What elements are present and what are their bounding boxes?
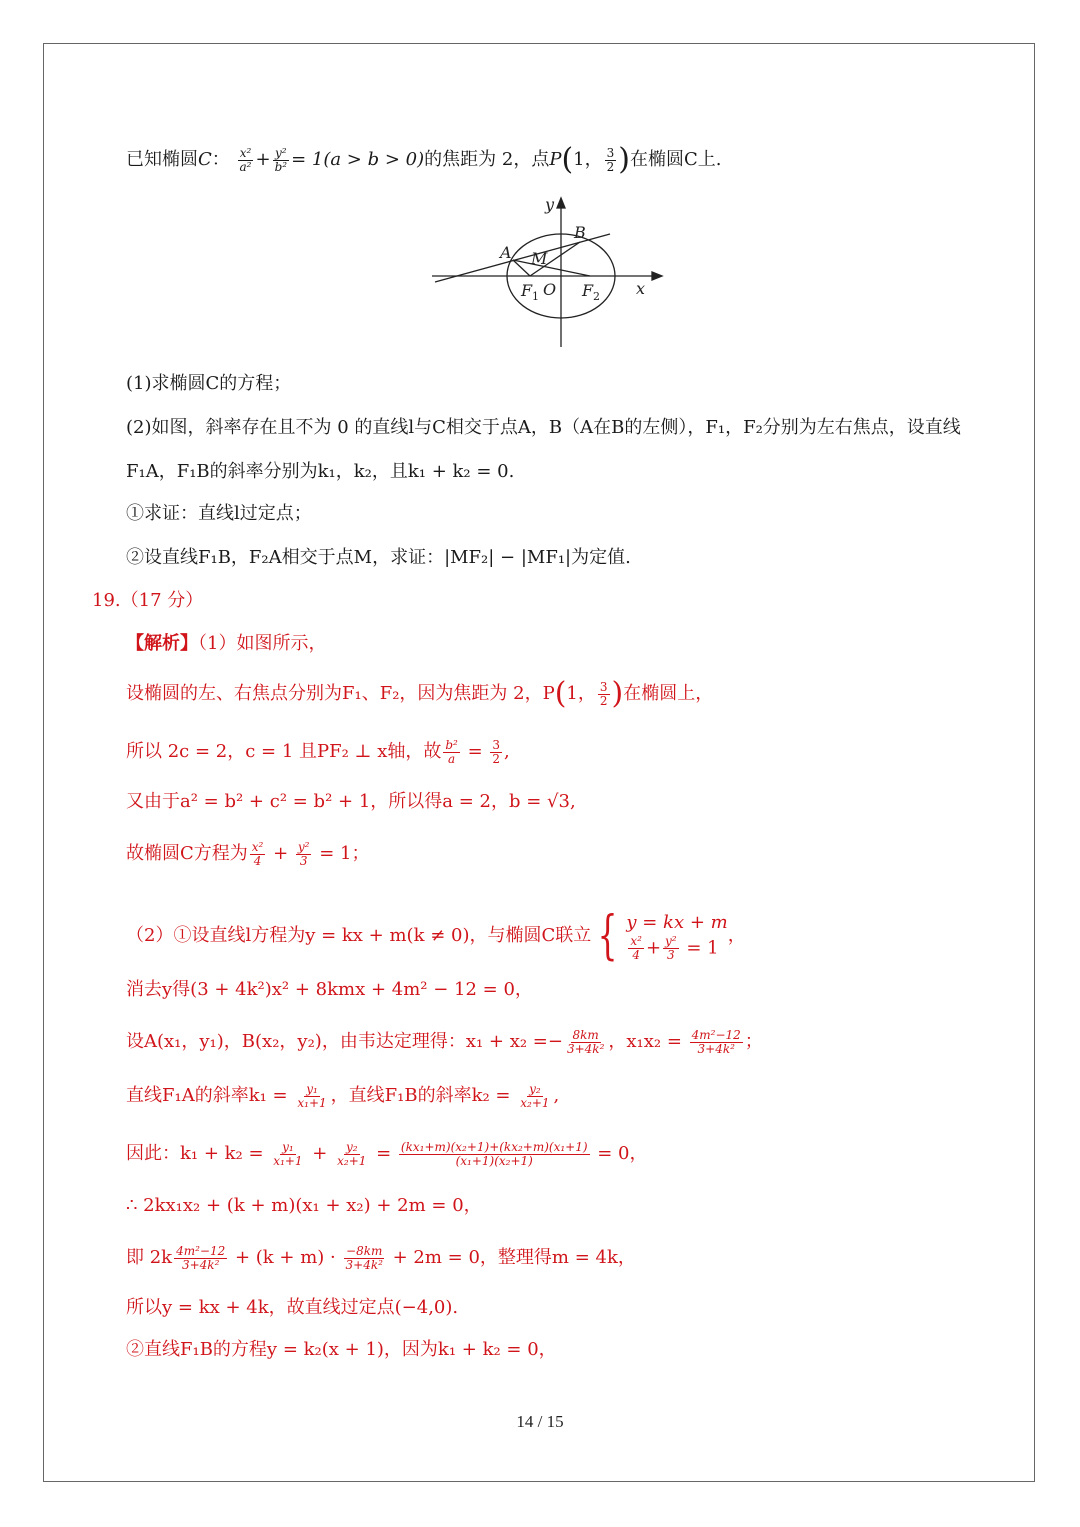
intro-suffix: 在椭圆C上. <box>629 149 722 170</box>
frac-product: $\frac{\text{4m²−12}}{\text{3+4k²}}$ <box>691 1027 741 1056</box>
solution-line-8 <box>126 1082 559 1110</box>
l8-suffix: , <box>553 1085 560 1106</box>
frac-l11-1: $\frac{\text{4m²−12}}{\text{3+4k²}}$ <box>176 1243 226 1272</box>
label-f1: F <box>521 281 533 300</box>
solution-line-13: ②直线F₁B的方程y = k₂(x + 1)，因为k₁ + k₂ = 0， <box>126 1339 557 1360</box>
l1-py: $\frac{3}{2}$ <box>599 679 608 708</box>
label-b: B <box>574 223 586 242</box>
solution-header: 19.（17 分） <box>92 590 204 611</box>
x-axis-arrow-icon <box>652 272 662 280</box>
label-f1-sub: 1 <box>532 290 539 303</box>
frac-k1: $\frac{\text{y₁}}{\text{x₁+1}}$ <box>297 1081 327 1110</box>
frac-y2-b2: $\frac{\text{y²}}{\text{b²}}$ <box>274 145 288 174</box>
frac-l9-2: $\frac{\text{y₂}}{\text{x₂+1}}$ <box>337 1139 367 1168</box>
frac-b2-a: $\frac{\text{b²}}{a}$ <box>445 737 458 766</box>
part2-question-line2: F₁A，F₁B的斜率分别为k₁，k₂，且k₁ + k₂ = 0. <box>126 461 515 482</box>
equation-rest: = 1(a > b > 0) <box>291 149 425 170</box>
label-o: O <box>543 280 557 299</box>
frac-l9-3: $\frac{\text{(kx₁+m)(x₂+1)+(kx₂+m)(x₁+1)}}{\text{(x₁+1)(x₂+1)}}$ <box>400 1139 588 1168</box>
solution-line-9 <box>126 1140 648 1168</box>
analysis-start <box>126 630 326 658</box>
sub-question-2: ②设直线F₁B，F₂A相交于点M，求证：|MF₂| − |MF₁|为定值. <box>126 547 631 568</box>
frac-k2: $\frac{\text{y₂}}{\text{x₂+1}}$ <box>520 1081 550 1110</box>
point-p: P <box>549 149 562 170</box>
l4-suffix: = 1； <box>313 843 370 864</box>
frac-l9-1: $\frac{\text{y₁}}{\text{x₁+1}}$ <box>273 1139 303 1168</box>
l11-prefix: 即 2k <box>126 1247 173 1268</box>
l2-eq: = <box>461 741 489 762</box>
l11-mid: + (k + m) · <box>229 1247 342 1268</box>
l9-plus: + <box>306 1143 334 1164</box>
intro-mid: 的焦距为 2，点 <box>424 149 550 170</box>
system-row-2: $\frac{\text{x²}}{4}$ + $\frac{\text{y²}}{3}$ = 1 <box>630 933 719 962</box>
l9-suffix: = 0， <box>591 1143 648 1164</box>
frac-l11-2: $\frac{-8km}{\text{3+4k²}}$ <box>345 1243 383 1272</box>
label-f2-sub: 2 <box>593 290 600 303</box>
part1-question: (1)求椭圆C的方程； <box>126 373 292 394</box>
y-axis-arrow-icon <box>557 198 565 208</box>
l2-prefix: 所以 2c = 2，c = 1 且PF₂ ⊥ x轴，故 <box>126 741 442 762</box>
l1-px: 1， <box>566 683 596 704</box>
intro-prefix: 已知椭圆 <box>126 149 198 170</box>
solution-line-4 <box>126 840 369 868</box>
solution-line-5 <box>126 908 746 964</box>
label-y: y <box>545 195 555 214</box>
analysis-tag: 【解析】 <box>126 633 198 654</box>
solution-line-2 <box>126 738 510 766</box>
part2-question-line1: (2)如图，斜率存在且不为 0 的直线l与C相交于点A，B（A在B的左侧），F₁，F₂分别为左右焦点，设直线 <box>126 417 961 438</box>
label-m: M <box>531 249 548 268</box>
ellipse-diagram <box>430 192 665 352</box>
ellipse-name: C <box>198 149 212 170</box>
analysis-start-text: （1）如图所示， <box>198 633 327 654</box>
frac-sum: $\frac{8km}{\text{3+4k²}}$ <box>566 1027 605 1056</box>
l2-suffix: , <box>504 741 510 762</box>
label-x: x <box>636 279 646 298</box>
solution-line-10: ∴ 2kx₁x₂ + (k + m)(x₁ + x₂) + 2m = 0， <box>126 1195 482 1216</box>
l5-suffix: ， <box>727 925 746 946</box>
frac-3-2: $\frac{3}{2}$ <box>492 737 501 766</box>
label-a: A <box>500 243 512 262</box>
frac-y2-3: $\frac{\text{y²}}{3}$ <box>297 839 310 868</box>
l5-prefix: （2）①设直线l方程为y = kx + m(k ≠ 0)，与椭圆C联立 <box>126 925 592 946</box>
l8-mid: ，直线F₁B的斜率k₂ = <box>330 1085 517 1106</box>
solution-line-11 <box>126 1244 636 1272</box>
l8-prefix: 直线F₁A的斜率k₁ = <box>126 1085 294 1106</box>
segment-a-f2 <box>513 260 590 276</box>
frac-x2-4: $\frac{\text{x²}}{4}$ <box>251 839 264 868</box>
label-f2: F <box>582 281 594 300</box>
l4-prefix: 故椭圆C方程为 <box>126 843 248 864</box>
solution-line-3: 又由于a² = b² + c² = b² + 1，所以得a = 2，b = √3, <box>126 791 576 812</box>
solution-line-7 <box>126 1028 763 1056</box>
solution-line-1: 设椭圆的左、右焦点分别为F₁、F₂，因为焦距为 2，P(1， $\frac{3}{2}$ )在椭圆上， <box>126 676 714 711</box>
frac-x2-a2: $\frac{\text{x²}}{\text{a²}}$ <box>239 145 252 174</box>
l7-mid: ，x₁x₂ = <box>608 1031 688 1052</box>
point-p-y: $\frac{3}{2}$ <box>606 145 615 174</box>
system-row-1: y = kx + m <box>626 911 728 933</box>
l9-eq: = <box>370 1143 397 1164</box>
equation-system: { y = kx + m $\frac{\text{x²}}{4}$ + $\frac{\text{y²}}{3}$ = 1 <box>597 906 728 966</box>
problem-intro: 已知椭圆C： $\frac{\text{x²}}{\text{a²}}$ + $\frac{\text{y²}}{\text{b²}}$ = 1(a > b > 0)的焦距为 2，点P(1， $\frac{3}{2}$ )在椭圆C上. <box>126 142 722 177</box>
l9-prefix: 因此：k₁ + k₂ = <box>126 1143 270 1164</box>
l1-suffix: 在椭圆上， <box>623 683 714 704</box>
solution-line-6: 消去y得(3 + 4k²)x² + 8kmx + 4m² − 12 = 0， <box>126 979 533 1000</box>
l11-suffix: + 2m = 0，整理得m = 4k， <box>386 1247 636 1268</box>
colon: ： <box>211 149 230 170</box>
l7-prefix: 设A(x₁，y₁)，B(x₂，y₂)，由韦达定理得：x₁ + x₂ =− <box>126 1031 563 1052</box>
l7-suffix: ； <box>744 1031 763 1052</box>
page-number: 14 / 15 <box>516 1412 564 1431</box>
solution-line-12: 所以y = kx + 4k，故直线过定点(−4,0). <box>126 1297 459 1318</box>
l1-prefix: 设椭圆的左、右焦点分别为F₁、F₂，因为焦距为 2，P <box>126 683 555 704</box>
point-p-x: 1， <box>573 149 603 170</box>
sub-question-1: ①求证：直线l过定点； <box>126 503 312 524</box>
l4-plus: + <box>267 843 294 864</box>
